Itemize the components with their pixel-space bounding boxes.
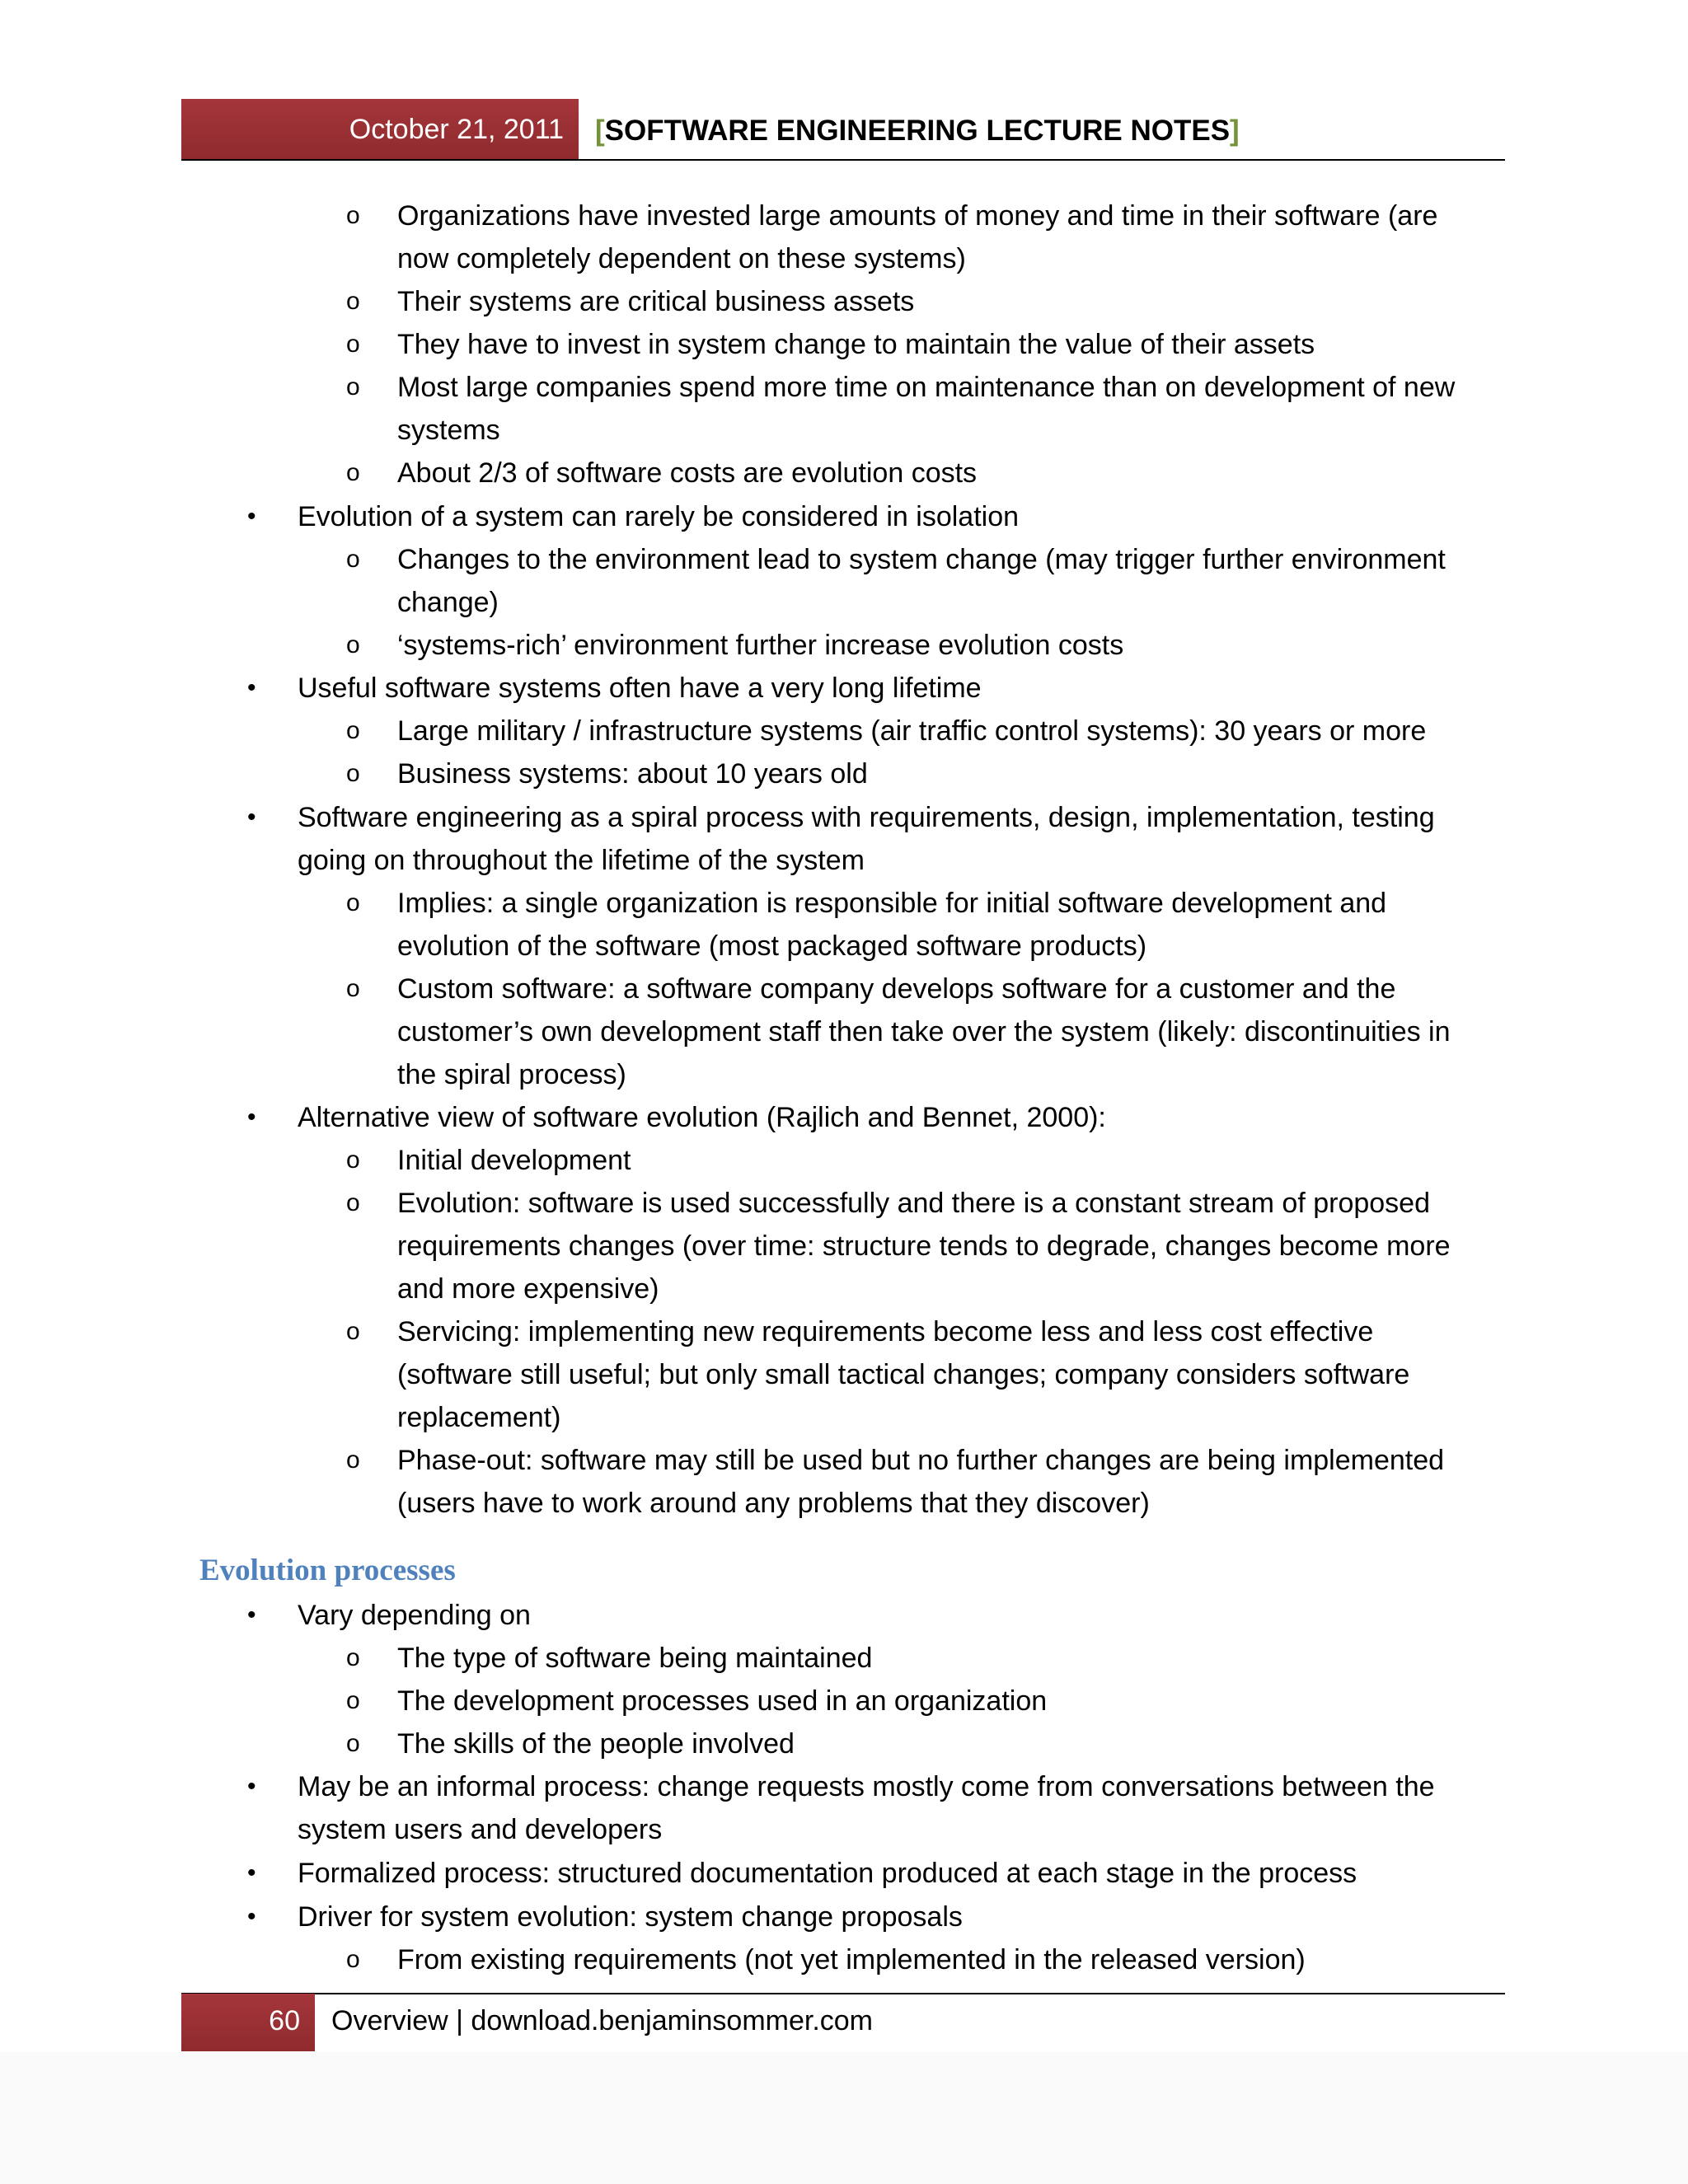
page-header xyxy=(181,99,1505,160)
sub-bullet-icon: o xyxy=(346,1730,360,1757)
list-item-continuation: change) xyxy=(397,587,499,618)
sub-bullet-icon: o xyxy=(346,889,360,916)
list-item: Vary depending on xyxy=(298,1600,531,1631)
list-item-continuation: (software still useful; but only small tactical changes; company considers software xyxy=(397,1359,1410,1390)
list-item: Changes to the environment lead to system change (may trigger further environment xyxy=(397,544,1446,575)
sub-bullet-icon: o xyxy=(346,1189,360,1216)
sub-bullet-icon: o xyxy=(346,1446,360,1474)
list-item: Their systems are critical business assets xyxy=(397,286,915,317)
list-item: Formalized process: structured documentation produced at each stage in the process xyxy=(298,1858,1357,1889)
list-item: Servicing: implementing new requirements become less and less cost effective xyxy=(397,1316,1374,1347)
header-rule xyxy=(181,159,1505,161)
list-item: Evolution: software is used successfully and there is a constant stream of proposed xyxy=(397,1188,1430,1219)
list-item: Business systems: about 10 years old xyxy=(397,758,868,790)
sub-bullet-icon: o xyxy=(346,546,360,573)
sub-bullet-icon: o xyxy=(346,1946,360,1973)
sub-bullet-icon: o xyxy=(346,288,360,315)
header-date: October 21, 2011 xyxy=(181,99,579,160)
list-item: Alternative view of software evolution (Rajlich and Bennet, 2000): xyxy=(298,1102,1106,1133)
sub-bullet-icon: o xyxy=(346,1318,360,1345)
list-item-continuation: the spiral process) xyxy=(397,1059,626,1090)
sub-bullet-icon: o xyxy=(346,202,360,229)
list-item-continuation: going on throughout the lifetime of the system xyxy=(298,845,865,876)
list-item: Driver for system evolution: system change proposals xyxy=(298,1901,963,1933)
list-item: From existing requirements (not yet implemented in the released version) xyxy=(397,1944,1306,1975)
list-item: Initial development xyxy=(397,1145,631,1176)
section-heading: Evolution processes xyxy=(199,1554,456,1587)
sub-bullet-icon: o xyxy=(346,975,360,1002)
list-item: Most large companies spend more time on maintenance than on development of new xyxy=(397,372,1456,403)
list-item-continuation: systems xyxy=(397,415,500,446)
list-item: They have to invest in system change to maintain the value of their assets xyxy=(397,329,1315,360)
bullet-icon: • xyxy=(247,674,256,701)
list-item: ‘systems-rich’ environment further increase evolution costs xyxy=(397,630,1124,661)
bullet-icon: • xyxy=(247,1903,256,1930)
list-item: The type of software being maintained xyxy=(397,1643,873,1674)
list-item-continuation: replacement) xyxy=(397,1402,561,1433)
list-item-continuation: and more expensive) xyxy=(397,1273,659,1305)
sub-bullet-icon: o xyxy=(346,1687,360,1714)
list-item: Phase-out: software may still be used but no further changes are being implemented xyxy=(397,1445,1445,1476)
list-item-continuation: requirements changes (over time: structure tends to degrade, changes become more xyxy=(397,1230,1451,1262)
bullet-icon: • xyxy=(247,1601,256,1629)
list-item: Useful software systems often have a very long lifetime xyxy=(298,673,982,704)
sub-bullet-icon: o xyxy=(346,717,360,744)
header-title xyxy=(595,99,1240,160)
list-item: About 2/3 of software costs are evolution costs xyxy=(397,457,978,489)
list-item: Implies: a single organization is responsible for initial software development and xyxy=(397,888,1387,919)
bullet-icon: • xyxy=(247,1859,256,1886)
list-item-continuation: evolution of the software (most packaged software products) xyxy=(397,930,1147,962)
list-item-continuation: system users and developers xyxy=(298,1814,663,1845)
list-item-continuation: now completely dependent on these systems) xyxy=(397,243,966,274)
header-bracket-open: [ xyxy=(595,115,605,147)
page-number: 60 xyxy=(181,1994,315,2051)
sub-bullet-icon: o xyxy=(346,760,360,787)
sub-bullet-icon: o xyxy=(346,373,360,401)
bullet-icon: • xyxy=(247,1773,256,1800)
list-item-continuation: (users have to work around any problems that they discover) xyxy=(397,1488,1150,1519)
sub-bullet-icon: o xyxy=(346,1146,360,1174)
list-item: Organizations have invested large amounts of money and time in their software (are xyxy=(397,200,1438,232)
list-item: Software engineering as a spiral process with requirements, design, implementation, testing xyxy=(298,802,1435,833)
sub-bullet-icon: o xyxy=(346,330,360,358)
list-item: Evolution of a system can rarely be considered in isolation xyxy=(298,501,1020,532)
list-item: Large military / infrastructure systems (air traffic control systems): 30 years or more xyxy=(397,715,1427,747)
bullet-icon: • xyxy=(247,503,256,530)
list-item: The development processes used in an organization xyxy=(397,1685,1048,1717)
bullet-icon: • xyxy=(247,1104,256,1131)
sub-bullet-icon: o xyxy=(346,459,360,486)
footer-text: Overview | download.benjaminsommer.com xyxy=(331,2005,873,2036)
list-item: The skills of the people involved xyxy=(397,1728,795,1760)
header-title-text: SOFTWARE ENGINEERING LECTURE NOTES xyxy=(604,115,1231,147)
list-item-continuation: customer’s own development staff then take over the system (likely: discontinuities in xyxy=(397,1016,1451,1047)
bullet-icon: • xyxy=(247,804,256,831)
sub-bullet-icon: o xyxy=(346,1644,360,1671)
sub-bullet-icon: o xyxy=(346,631,360,658)
page-bottom-shade xyxy=(0,2052,1688,2184)
list-item: May be an informal process: change requests mostly come from conversations between the xyxy=(298,1771,1435,1802)
header-bracket-close: ] xyxy=(1230,115,1240,147)
list-item: Custom software: a software company develops software for a customer and the xyxy=(397,973,1396,1005)
